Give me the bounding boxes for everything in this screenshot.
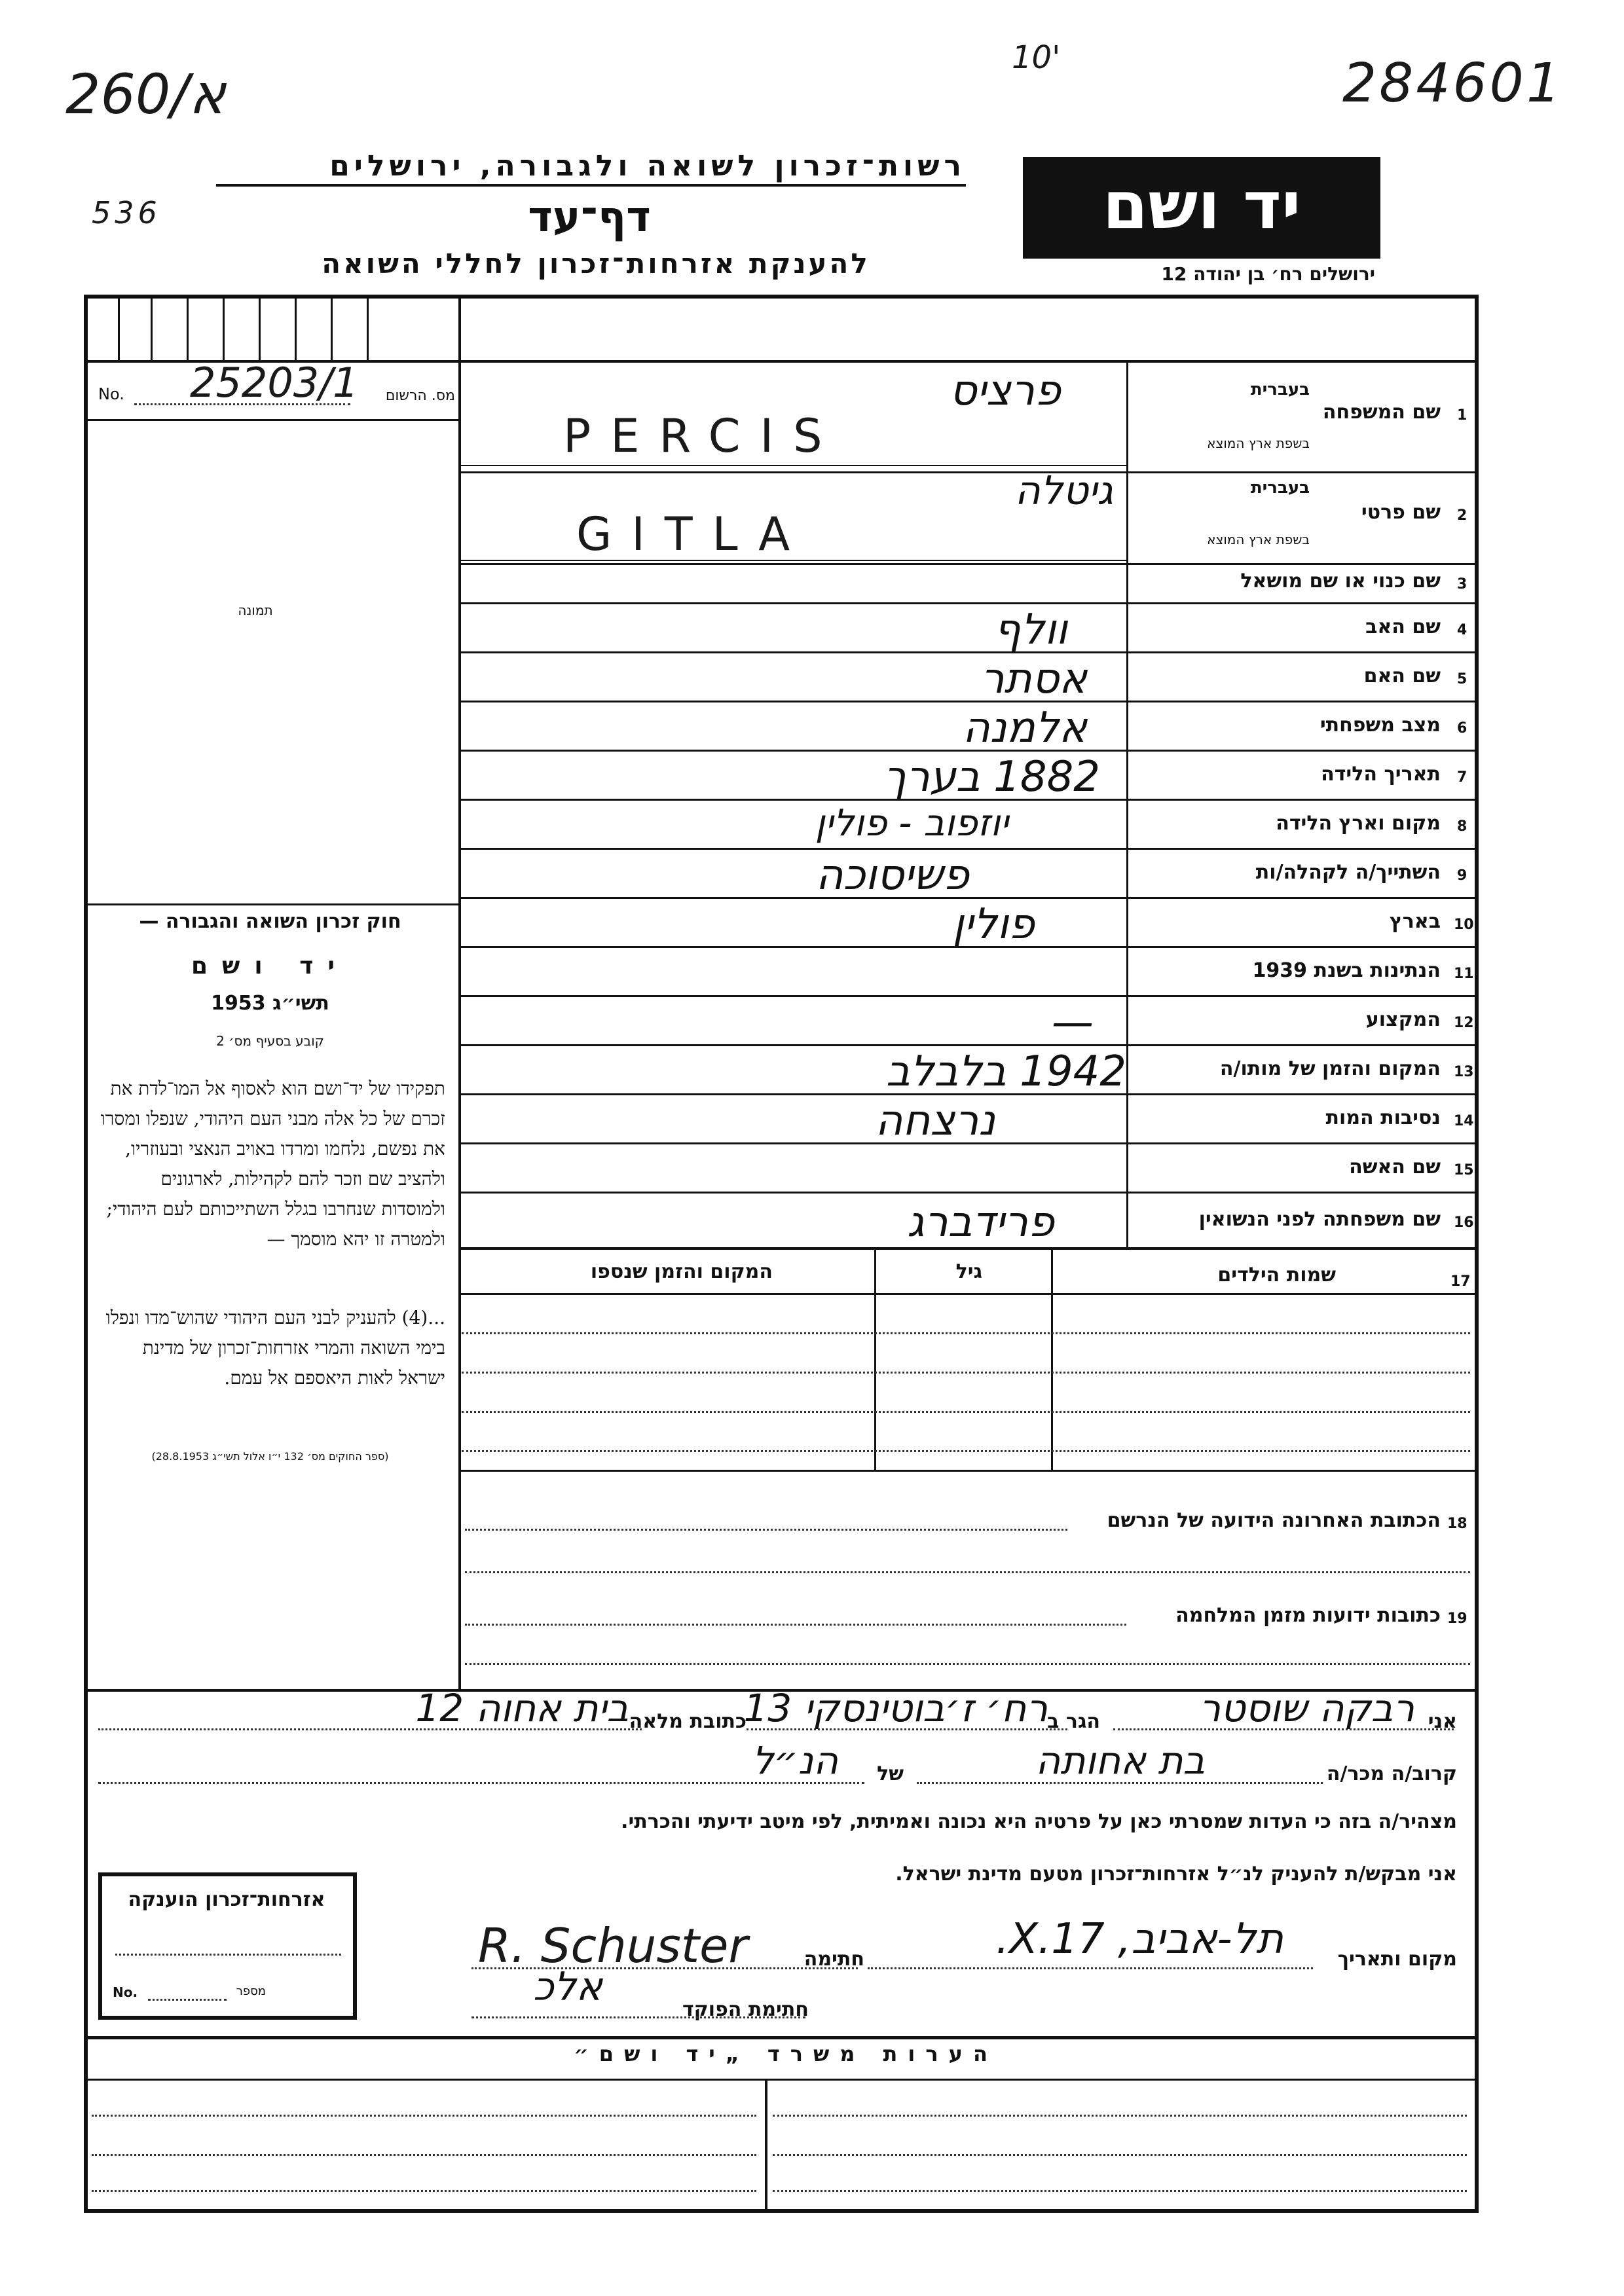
law-heading: חוק זכרון השואה והגבורה — — [139, 910, 401, 933]
field-7-value: 1882 בערך — [883, 753, 1100, 801]
field-18-label: הכתובת האחרונה הידועה של הנרשם — [1107, 1509, 1441, 1532]
field-15-number: 15 — [1454, 1162, 1474, 1178]
official-signature: אלכ — [533, 1964, 602, 2010]
logo-address: ירושלים רח׳ בן יהודה 12 — [1161, 263, 1375, 285]
declaration-resides-label: הגר ב — [1047, 1710, 1100, 1733]
field-13-value: 1942 בלבלב — [886, 1048, 1126, 1096]
place-date-value: תל-אביב, 17.X. — [995, 1915, 1283, 1963]
field-16-label: שם משפחתה לפני הנשואין — [1198, 1208, 1441, 1231]
law-paragraph-2: ...(4) להעניק לבני העם היהודי שהוש־מדו ונפלו בימי השואה והמרי אזרחות־זכרון של מדינת ישראל לאות היאספם אל עמם. — [105, 1307, 445, 1389]
field-4-number: 4 — [1457, 622, 1467, 638]
field-5-number: 5 — [1457, 671, 1467, 687]
declaration-request: אני מבקש/ת להעניק לנ״ל אזרחות־זכרון מטעם מדינת ישראל. — [895, 1863, 1457, 1886]
field-16-number: 16 — [1454, 1214, 1474, 1231]
field-2-sub-origin: בשפת ארץ המוצא — [1207, 532, 1310, 547]
authority-heading: רשות־זכרון לשואה ולגבורה, ירושלים — [216, 149, 966, 187]
field-15-label: שם האשה — [1349, 1156, 1441, 1178]
field-13-number: 13 — [1454, 1064, 1474, 1080]
field-8-label: מקום וארץ הלידה — [1276, 812, 1441, 835]
citizenship-no-label: No. — [113, 1984, 138, 2000]
field-19-number: 19 — [1447, 1611, 1467, 1627]
field-1-label: שם המשפחה — [1322, 401, 1441, 424]
field-12-number: 12 — [1454, 1015, 1474, 1031]
declarant-signature: R. Schuster — [478, 1918, 748, 1973]
field-10-number: 10 — [1454, 917, 1474, 933]
declaration-statement: מצהיר/ה בזה כי העדות שמסרתי כאן על פרטיה היא נכונה ואמיתית, לפי מיטב ידיעתי והכרתי. — [621, 1810, 1457, 1833]
declaration-relative-label: קרוב/ה מכר/ה — [1326, 1762, 1457, 1785]
field-14-value: נרצחה — [875, 1097, 995, 1145]
children-age-header: גיל — [955, 1260, 982, 1283]
field-19-label: כתובות ידועות מזמן המלחמה — [1175, 1604, 1441, 1627]
page-subtitle: להענקת אזרחות־זכרון לחללי השואה — [322, 247, 870, 280]
field-2-value-hebrew: גיטלה — [1014, 468, 1113, 514]
children-place-header: המקום והזמן שנספו — [590, 1260, 773, 1283]
declarant-relation: בת אחותה — [1035, 1738, 1205, 1783]
logo-text: יד ושם — [1102, 167, 1301, 244]
citizenship-number-label: מספר — [236, 1984, 266, 1998]
archive-number: 284601 — [1342, 52, 1564, 115]
field-13-label: המקום והזמן של מותו/ה — [1219, 1057, 1441, 1080]
field-7-number: 7 — [1457, 769, 1467, 786]
field-9-value: פשיסוכה — [815, 851, 969, 900]
citizenship-box-title: אזרחות־זכרון הוענקה — [128, 1888, 325, 1911]
field-5-value: אסתר — [980, 655, 1087, 703]
field-11-label: הנתינות בשנת 1939 — [1252, 959, 1441, 982]
field-6-number: 6 — [1457, 720, 1467, 737]
field-6-value: אלמנה — [962, 704, 1087, 752]
field-4-value: וולף — [993, 606, 1067, 654]
field-2-label: שם פרטי — [1361, 501, 1441, 524]
field-4-label: שם האב — [1365, 615, 1441, 638]
field-14-label: נסיבות המות — [1325, 1106, 1441, 1129]
field-17-number: 17 — [1450, 1273, 1471, 1290]
top-center-handwritten-mark: 10' — [1012, 39, 1061, 76]
field-16-value: פרידברג — [907, 1198, 1054, 1247]
signature-label: חתימה — [803, 1948, 864, 1971]
field-7-label: תאריך הלידה — [1321, 763, 1441, 786]
registration-label-he: מס. הרשום — [385, 388, 455, 404]
field-1-number: 1 — [1457, 407, 1467, 424]
field-10-value: פולין — [952, 900, 1035, 949]
field-1-value-origin: PERCIS — [563, 409, 842, 463]
citizenship-box — [98, 1872, 357, 2020]
field-1-value-hebrew: פרציס — [950, 367, 1061, 415]
field-1-sub-hebrew: בעברית — [1250, 380, 1310, 399]
law-year: תשי״ג 1953 — [211, 992, 329, 1015]
remarks-title: הערות משרד „יד ושם״ — [574, 2041, 998, 2066]
law-name: יד ושם — [191, 953, 350, 979]
field-6-label: מצב משפחתי — [1320, 714, 1441, 737]
field-10-label: בארץ — [1389, 910, 1441, 933]
place-date-label: מקום ותאריך — [1337, 1948, 1457, 1971]
top-left-handwritten-number: 260/א — [65, 62, 226, 126]
declaration-of-label: של — [877, 1762, 904, 1785]
yad-vashem-logo — [1023, 157, 1380, 259]
declaration-address-label: כתובת מלאה — [629, 1710, 747, 1733]
law-paragraph-1: תפקידו של יד־ושם הוא לאסוף אל המו־לדת את זכרם של כל אלה מבני העם היהודי, שנפלו ומסרו את נפשם, נלחמו ומרדו באויב הנאצי ובעוזריו, ולהציב שם וזכר להם לקהילות, לארגונים ולמוסדות שנחרבו בגלל השתייכותם לעם היהודי; ולמטרה זו יהא מוסמך — — [100, 1078, 445, 1250]
official-signature-label: חתימת הפוקד — [682, 1998, 809, 2021]
children-names-header: שמות הילדים — [1217, 1264, 1336, 1286]
registration-no-label: No. — [98, 385, 124, 403]
field-8-number: 8 — [1457, 818, 1467, 835]
field-9-number: 9 — [1457, 867, 1467, 884]
declarant-address: בית אחוה 12 — [415, 1686, 629, 1730]
declaration-of-value: הנ״ל — [752, 1738, 838, 1783]
declarant-name: רבקה שוסטר — [1199, 1686, 1414, 1730]
photo-label: תמונה — [238, 602, 273, 618]
field-1-sub-origin: בשפת ארץ המוצא — [1207, 435, 1310, 451]
registration-number: 25203/1 — [190, 359, 359, 407]
left-margin-number: 536 — [92, 195, 161, 230]
field-2-sub-hebrew: בעברית — [1250, 478, 1310, 498]
field-2-number: 2 — [1457, 507, 1467, 524]
field-8-value: יוזפוב - פולין — [815, 802, 1008, 845]
field-3-number: 3 — [1457, 576, 1467, 592]
field-9-label: השתייך/ה לקהלה/ות — [1255, 861, 1441, 884]
page-title: דף־עד — [528, 193, 651, 242]
declaration-ani-label: אני — [1428, 1710, 1457, 1733]
field-14-number: 14 — [1454, 1113, 1474, 1129]
field-12-label: המקצוע — [1365, 1008, 1441, 1031]
field-18-number: 18 — [1447, 1516, 1467, 1532]
field-2-value-origin: GITLA — [576, 507, 810, 561]
declarant-residence: רח׳ ז׳בוטינסקי 13 — [743, 1686, 1048, 1730]
field-5-label: שם האם — [1363, 665, 1441, 687]
field-12-value: — — [1052, 998, 1094, 1047]
field-11-number: 11 — [1454, 966, 1474, 982]
law-clause: קובע בסעיף מס׳ 2 — [216, 1033, 324, 1049]
law-footnote: (ספר החוקים מס׳ 132 י״ו אלול תשי״ג 28.8.1953) — [151, 1450, 389, 1463]
field-3-label: שם כנוי או שם מושאל — [1240, 570, 1441, 592]
